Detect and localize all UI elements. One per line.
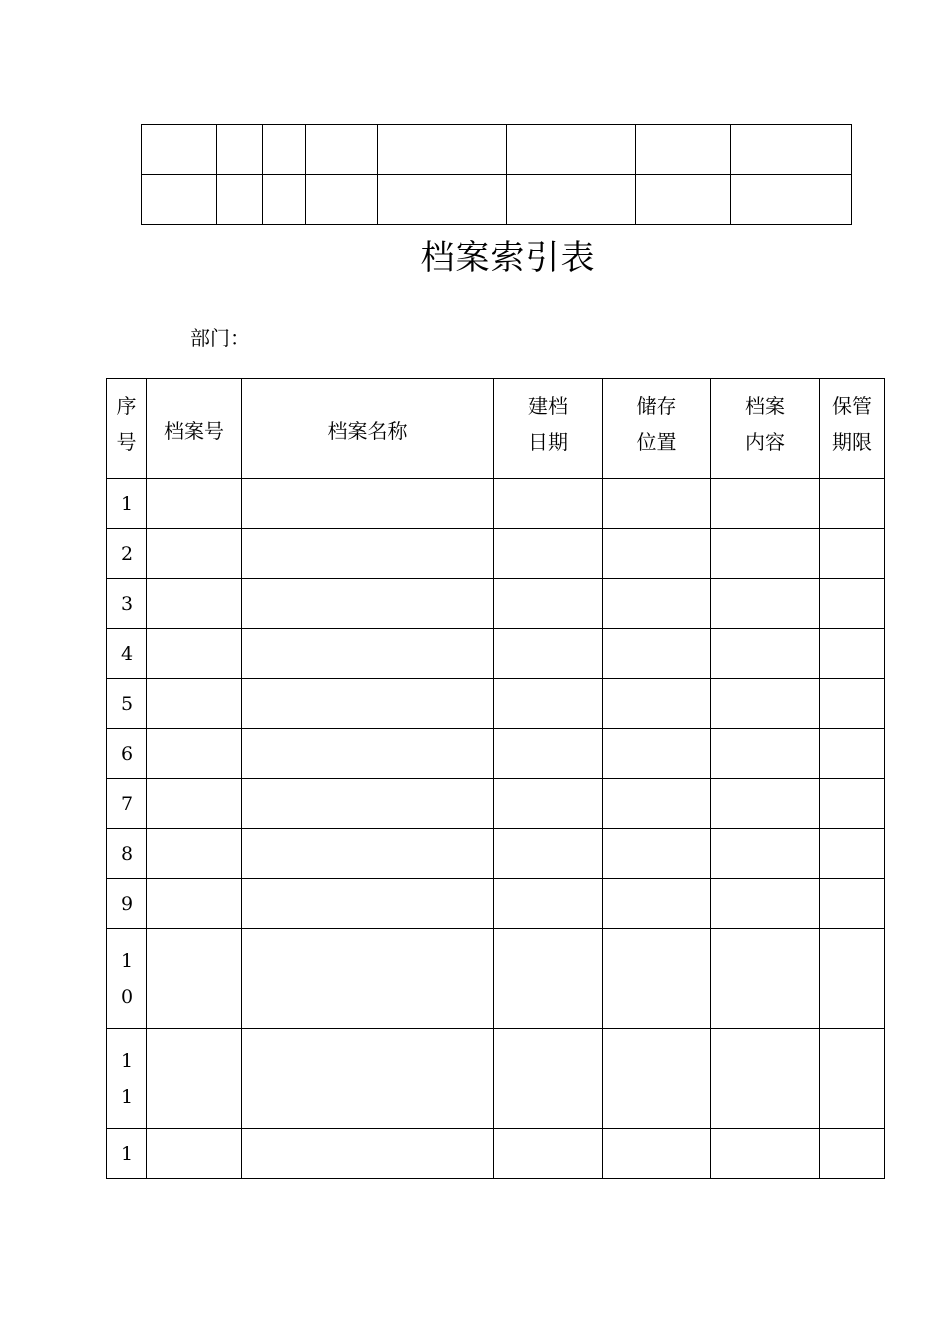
archive-content-cell[interactable] [711, 479, 820, 529]
archive-name-cell[interactable] [242, 879, 494, 929]
archive-content-cell[interactable] [711, 679, 820, 729]
header-storage-location-line-2: 位置 [636, 430, 677, 454]
retention-period-cell[interactable] [820, 879, 885, 929]
filing-date-cell[interactable] [494, 879, 603, 929]
storage-location-cell[interactable] [603, 779, 711, 829]
header-retention-period [820, 379, 885, 479]
archive-number-cell[interactable] [147, 629, 242, 679]
filing-date-cell[interactable] [494, 829, 603, 879]
row-number: 8 [121, 842, 134, 865]
archive-name-cell[interactable] [242, 929, 494, 1029]
archive-content-cell[interactable] [711, 579, 820, 629]
row-number-cell [107, 879, 147, 929]
row-number-cell [107, 729, 147, 779]
top-grid-cell [636, 125, 731, 175]
archive-number-cell[interactable] [147, 479, 242, 529]
top-grid-cell [142, 175, 217, 225]
row-number: 6 [121, 742, 134, 765]
archive-name-cell[interactable] [242, 729, 494, 779]
header-archive-content [711, 379, 820, 479]
row-number-cell [107, 1129, 147, 1179]
table-row [107, 679, 885, 729]
row-number-line-2: 0 [121, 985, 134, 1008]
table-row [107, 479, 885, 529]
table-row [107, 879, 885, 929]
header-archive-name [242, 379, 494, 479]
archive-name-cell[interactable] [242, 779, 494, 829]
department-label: 部门： [190, 326, 250, 350]
row-number-cell [107, 779, 147, 829]
row-number-cell [107, 629, 147, 679]
archive-content-cell[interactable] [711, 779, 820, 829]
row-number-line-1: 1 [121, 1049, 134, 1072]
header-archive-content-line-1: 档案 [745, 394, 785, 418]
filing-date-cell[interactable] [494, 1129, 603, 1179]
storage-location-cell[interactable] [603, 579, 711, 629]
filing-date-cell[interactable] [494, 779, 603, 829]
top-grid-cell [378, 175, 507, 225]
storage-location-cell[interactable] [603, 829, 711, 879]
header-storage-location-line-1: 储存 [636, 394, 677, 418]
retention-period-cell[interactable] [820, 529, 885, 579]
row-number: 4 [121, 642, 134, 665]
archive-number-cell[interactable] [147, 529, 242, 579]
filing-date-cell[interactable] [494, 579, 603, 629]
header-serial-line-1: 序 [116, 394, 137, 418]
page-title: 档案索引表 [420, 238, 596, 278]
table-row [107, 1129, 885, 1179]
row-number: 1 [121, 492, 134, 515]
header-retention-period-line-1: 保管 [832, 394, 872, 418]
archive-index-table [106, 378, 885, 1179]
storage-location-cell[interactable] [603, 879, 711, 929]
archive-name-cell[interactable] [242, 1029, 494, 1129]
top-grid-cell [306, 175, 378, 225]
retention-period-cell[interactable] [820, 1029, 885, 1129]
retention-period-cell[interactable] [820, 579, 885, 629]
table-row [107, 529, 885, 579]
table-row [107, 579, 885, 629]
archive-name-cell[interactable] [242, 529, 494, 579]
row-number: 2 [121, 542, 134, 565]
top-grid-cell [217, 125, 263, 175]
header-filing-date [494, 379, 603, 479]
header-filing-date-line-1: 建档 [528, 394, 568, 418]
header-archive-content-line-2: 内容 [745, 430, 785, 454]
table-row [107, 779, 885, 829]
retention-period-cell[interactable] [820, 479, 885, 529]
archive-content-cell[interactable] [711, 1129, 820, 1179]
archive-name-cell[interactable] [242, 629, 494, 679]
top-grid-cell [636, 175, 731, 225]
archive-name-cell[interactable] [242, 679, 494, 729]
retention-period-cell[interactable] [820, 929, 885, 1029]
retention-period-cell[interactable] [820, 629, 885, 679]
row-number-cell [107, 829, 147, 879]
row-number-cell [107, 579, 147, 629]
filing-date-cell[interactable] [494, 679, 603, 729]
header-retention-period-line-2: 期限 [832, 430, 872, 454]
archive-number-cell[interactable] [147, 1029, 242, 1129]
row-number: 5 [121, 692, 134, 715]
archive-content-cell[interactable] [711, 729, 820, 779]
header-row [107, 379, 885, 479]
top-grid-cell [507, 175, 636, 225]
storage-location-cell[interactable] [603, 529, 711, 579]
filing-date-cell[interactable] [494, 479, 603, 529]
filing-date-cell[interactable] [494, 729, 603, 779]
storage-location-cell[interactable] [603, 729, 711, 779]
archive-number-cell[interactable] [147, 729, 242, 779]
header-filing-date-line-2: 日期 [528, 430, 568, 454]
top-grid-cell [378, 125, 507, 175]
retention-period-cell[interactable] [820, 679, 885, 729]
top-grid-row [142, 125, 852, 175]
top-grid-cell [217, 175, 263, 225]
header-archive-number-label: 档案号 [164, 419, 224, 443]
retention-period-cell[interactable] [820, 729, 885, 779]
top-grid-cell [263, 175, 306, 225]
row-number-cell [107, 929, 147, 1029]
top-grid-cell [263, 125, 306, 175]
row-number: 7 [121, 792, 134, 815]
archive-number-cell[interactable] [147, 879, 242, 929]
top-grid-cell [142, 125, 217, 175]
header-serial-number [107, 379, 147, 479]
storage-location-cell[interactable] [603, 929, 711, 1029]
header-archive-name-label: 档案名称 [327, 419, 408, 443]
archive-content-cell[interactable] [711, 529, 820, 579]
archive-name-cell[interactable] [242, 579, 494, 629]
storage-location-cell[interactable] [603, 679, 711, 729]
archive-number-cell[interactable] [147, 929, 242, 1029]
storage-location-cell[interactable] [603, 629, 711, 679]
retention-period-cell[interactable] [820, 1129, 885, 1179]
filing-date-cell[interactable] [494, 629, 603, 679]
top-grid-cell [731, 175, 852, 225]
top-grid-row [142, 175, 852, 225]
row-number-cell [107, 529, 147, 579]
archive-number-cell[interactable] [147, 1129, 242, 1179]
archive-name-cell[interactable] [242, 1129, 494, 1179]
table-row [107, 629, 885, 679]
archive-number-cell[interactable] [147, 779, 242, 829]
table-row [107, 929, 885, 1029]
filing-date-cell[interactable] [494, 529, 603, 579]
storage-location-cell[interactable] [603, 1129, 711, 1179]
archive-content-cell[interactable] [711, 929, 820, 1029]
row-number: 3 [121, 592, 134, 615]
archive-content-cell[interactable] [711, 879, 820, 929]
storage-location-cell[interactable] [603, 479, 711, 529]
archive-number-cell[interactable] [147, 829, 242, 879]
archive-content-cell[interactable] [711, 829, 820, 879]
row-number-cell [107, 1029, 147, 1129]
archive-number-cell[interactable] [147, 679, 242, 729]
archive-number-cell[interactable] [147, 579, 242, 629]
archive-content-cell[interactable] [711, 1029, 820, 1129]
top-grid-cell [507, 125, 636, 175]
row-number: 9 [121, 892, 134, 915]
top-grid-cell [731, 125, 852, 175]
retention-period-cell[interactable] [820, 829, 885, 879]
table-row [107, 1029, 885, 1129]
table-row [107, 829, 885, 879]
row-number-cell [107, 679, 147, 729]
header-storage-location [603, 379, 711, 479]
filing-date-cell[interactable] [494, 929, 603, 1029]
top-blank-grid [141, 124, 852, 225]
row-number-cell [107, 479, 147, 529]
storage-location-cell[interactable] [603, 1029, 711, 1129]
row-number-line-2: 1 [121, 1085, 134, 1108]
table-row [107, 729, 885, 779]
archive-content-cell[interactable] [711, 629, 820, 679]
row-number: 1 [121, 1142, 134, 1165]
archive-name-cell[interactable] [242, 479, 494, 529]
header-serial-line-2: 号 [116, 430, 137, 454]
filing-date-cell[interactable] [494, 1029, 603, 1129]
header-archive-number [147, 379, 242, 479]
row-number-line-1: 1 [121, 949, 134, 972]
retention-period-cell[interactable] [820, 779, 885, 829]
table-body [107, 479, 885, 1179]
top-grid-cell [306, 125, 378, 175]
archive-name-cell[interactable] [242, 829, 494, 879]
